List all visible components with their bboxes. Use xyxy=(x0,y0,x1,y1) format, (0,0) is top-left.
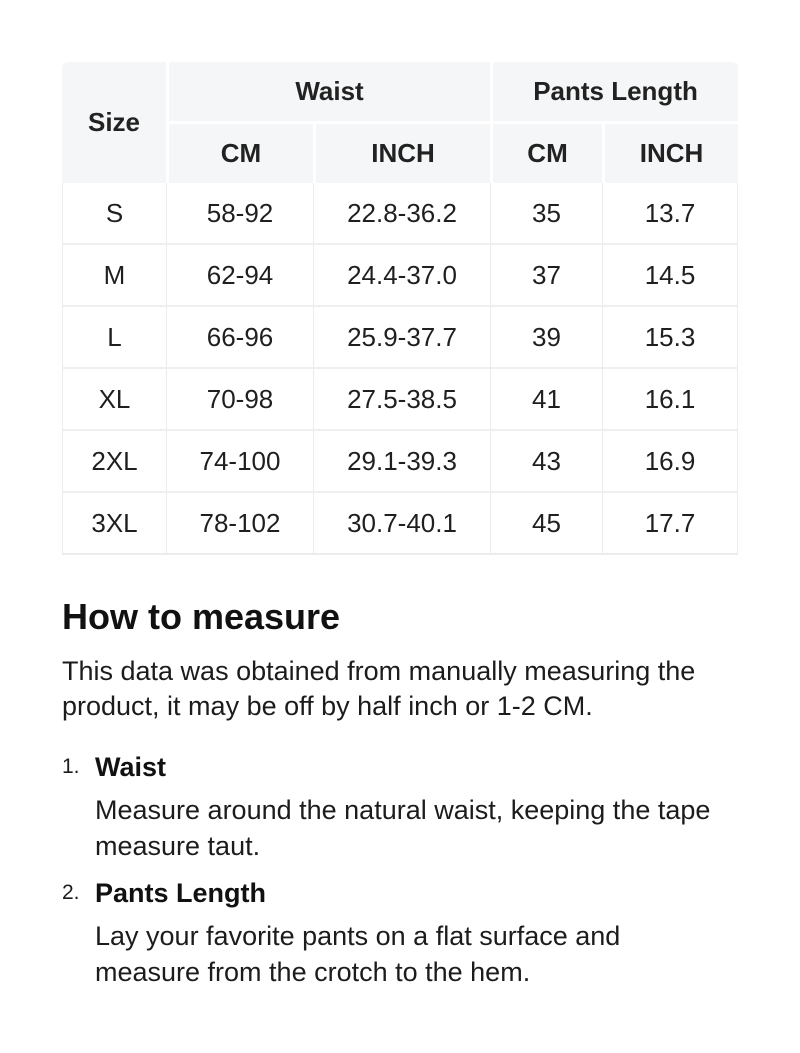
table-row-3xl xyxy=(62,491,738,555)
cell-waist-inch: 24.4-37.0 xyxy=(313,243,490,305)
cell-waist-cm: 66-96 xyxy=(166,305,313,367)
step-description-waist: Measure around the natural waist, keeping the tape measure taut. xyxy=(95,795,711,861)
cell-waist-cm: 78-102 xyxy=(166,491,313,555)
step-body xyxy=(95,750,740,864)
column-group-waist: Waist xyxy=(166,62,490,124)
step-description-pants-length: Lay your favorite pants on a flat surface and measure from the crotch to the hem. xyxy=(95,921,621,987)
table-row-2xl xyxy=(62,429,738,491)
measure-steps-list xyxy=(62,750,740,990)
cell-waist-cm: 74-100 xyxy=(166,429,313,491)
cell-length-inch: 16.9 xyxy=(602,429,738,491)
cell-length-inch: 13.7 xyxy=(602,183,738,243)
cell-waist-inch: 29.1-39.3 xyxy=(313,429,490,491)
cell-waist-inch: 27.5-38.5 xyxy=(313,367,490,429)
cell-size: S xyxy=(62,183,166,243)
size-chart-body xyxy=(62,183,738,555)
cell-size: L xyxy=(62,305,166,367)
step-title-pants-length: Pants Length xyxy=(95,878,267,908)
cell-length-inch: 14.5 xyxy=(602,243,738,305)
list-item-pants-length xyxy=(62,876,740,990)
cell-length-cm: 39 xyxy=(490,305,602,367)
cell-size: XL xyxy=(62,367,166,429)
step-number: 1. xyxy=(62,755,80,778)
column-group-pants-length: Pants Length xyxy=(490,62,738,124)
step-body xyxy=(95,876,740,990)
cell-length-cm: 43 xyxy=(490,429,602,491)
cell-size: 3XL xyxy=(62,491,166,555)
cell-length-cm: 41 xyxy=(490,367,602,429)
header-group-row xyxy=(62,62,738,124)
table-row-m xyxy=(62,243,738,305)
cell-length-inch: 17.7 xyxy=(602,491,738,555)
size-chart-header xyxy=(62,62,738,183)
table-row-l xyxy=(62,305,738,367)
cell-length-inch: 16.1 xyxy=(602,367,738,429)
cell-waist-inch: 22.8-36.2 xyxy=(313,183,490,243)
column-header-length-cm: CM xyxy=(490,124,602,183)
cell-waist-inch: 30.7-40.1 xyxy=(313,491,490,555)
cell-size: M xyxy=(62,243,166,305)
cell-length-cm: 35 xyxy=(490,183,602,243)
cell-waist-cm: 58-92 xyxy=(166,183,313,243)
cell-waist-cm: 62-94 xyxy=(166,243,313,305)
list-item-waist xyxy=(62,750,740,864)
step-title-waist: Waist xyxy=(95,752,167,782)
column-header-waist-inch: INCH xyxy=(313,124,490,183)
column-header-size: Size xyxy=(62,62,166,183)
column-header-waist-cm: CM xyxy=(166,124,313,183)
table-row-s xyxy=(62,183,738,243)
size-chart-table xyxy=(62,62,738,555)
cell-length-inch: 15.3 xyxy=(602,305,738,367)
cell-waist-inch: 25.9-37.7 xyxy=(313,305,490,367)
how-to-measure-heading: How to measure xyxy=(62,596,341,637)
step-number: 2. xyxy=(62,881,80,904)
table-row-xl xyxy=(62,367,738,429)
measure-disclaimer-text: This data was obtained from manually measuring the product, it may be off by half inch or 1-2 CM. xyxy=(62,656,696,721)
cell-length-cm: 45 xyxy=(490,491,602,555)
column-header-length-inch: INCH xyxy=(602,124,738,183)
cell-waist-cm: 70-98 xyxy=(166,367,313,429)
cell-size: 2XL xyxy=(62,429,166,491)
cell-length-cm: 37 xyxy=(490,243,602,305)
